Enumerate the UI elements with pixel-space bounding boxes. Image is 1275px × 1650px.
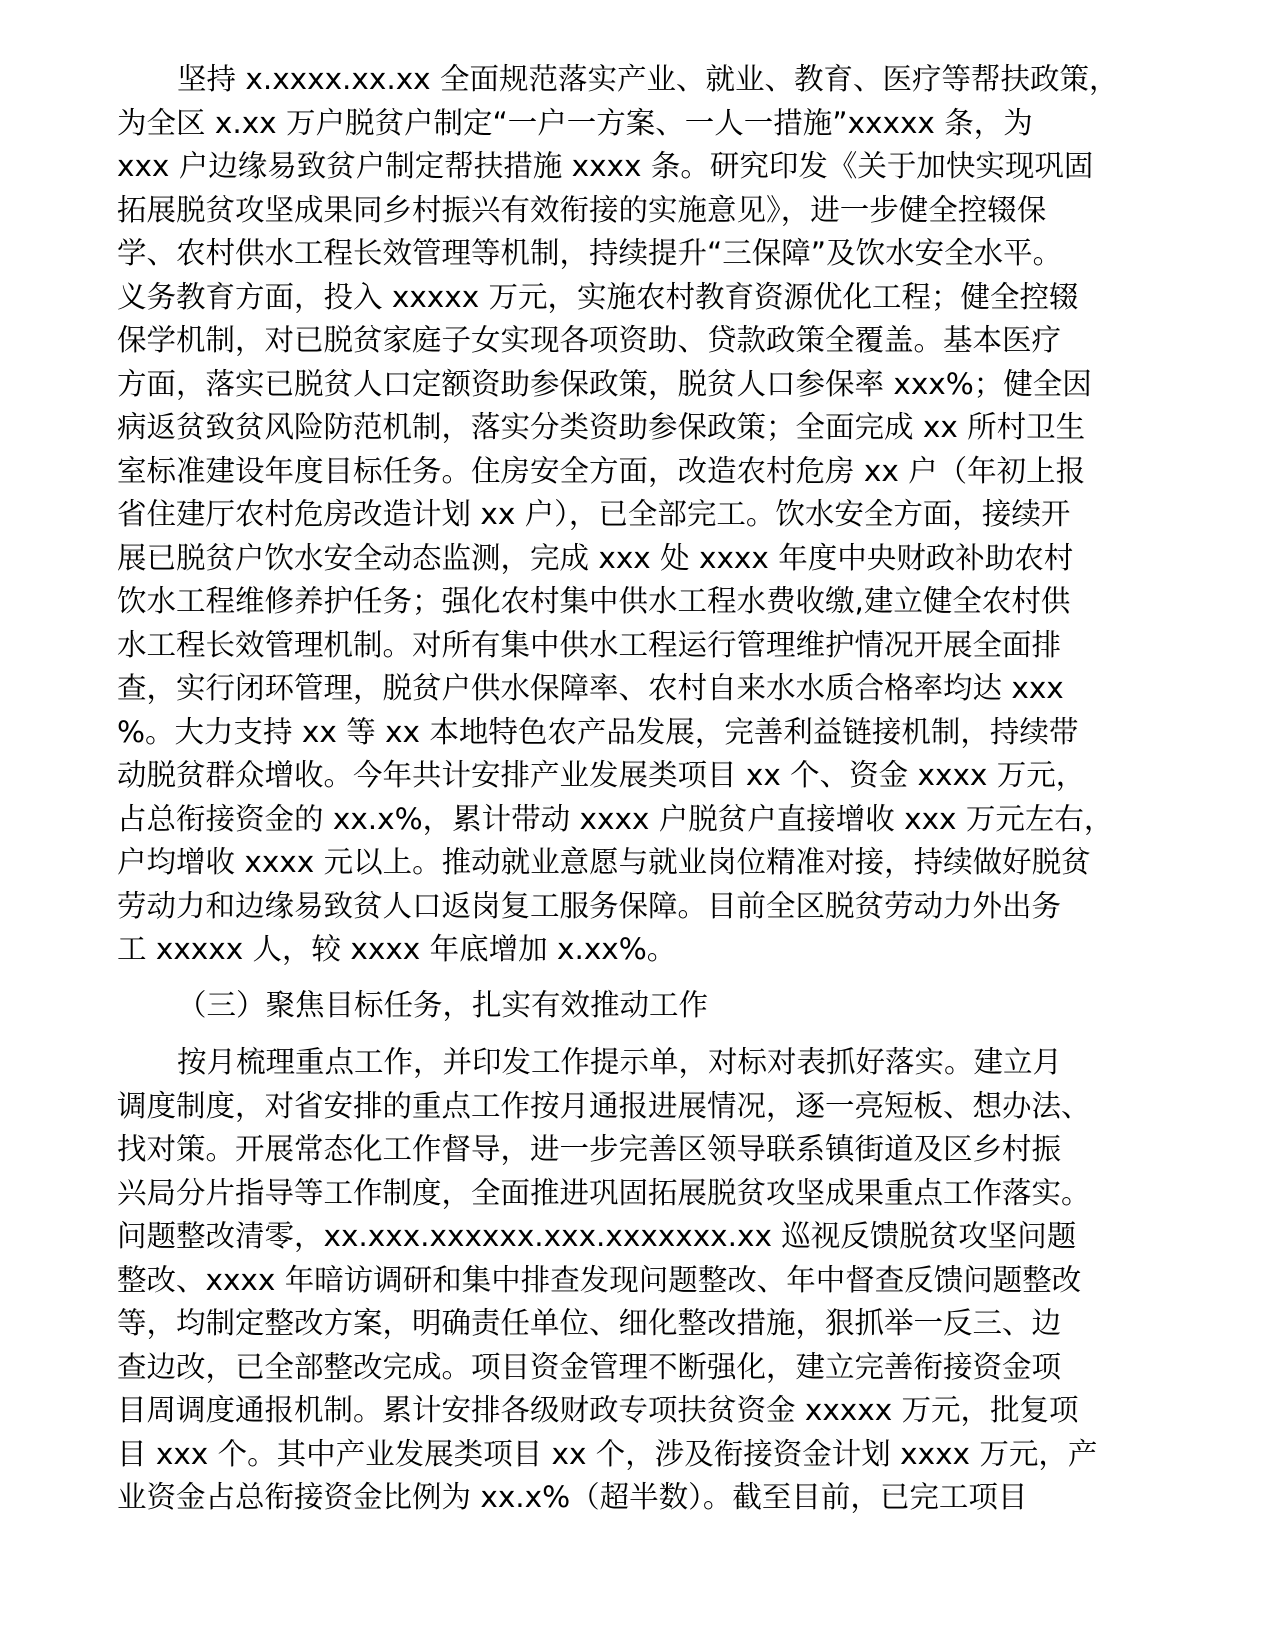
paragraph-line: 业资金占总衔接资金比例为 xx.x%（超半数）。截至目前，已完工项目 <box>117 1480 1028 1514</box>
paragraph-line: 学、农村供水工程长效管理等机制，持续提升“三保障”及饮水安全水平。 <box>117 236 1063 270</box>
paragraph-line: 等，均制定整改方案，明确责任单位、细化整改措施，狠抓举一反三、边 <box>117 1306 1062 1340</box>
section-heading <box>117 984 1207 1028</box>
paragraph-line: 室标准建设年度目标任务。住房安全方面，改造农村危房 xx 户（年初上报 <box>117 453 1086 488</box>
paragraph-line: 户均增收 xxxx 元以上。推动就业意愿与就业岗位精准对接，持续做好脱贫 <box>117 845 1091 879</box>
paragraph-line: 查，实行闭环管理，脱贫户供水保障率、农村自来水水质合格率均达 xxx <box>117 671 1064 705</box>
section-heading-text: （三）聚焦目标任务，扎实有效推动工作 <box>177 987 709 1022</box>
paragraph-line: 展已脱贫户饮水安全动态监测，完成 xxx 处 xxxx 年度中央财政补助农村 <box>117 540 1074 575</box>
paragraph-line: 问题整改清零，xx.xxx.xxxxxx.xxx.xxxxxxx.xx 巡视反馈脱贫攻坚问题 <box>117 1219 1077 1253</box>
paragraph-line: xxx 户边缘易致贫户制定帮扶措施 xxxx 条。研究印发《关于加快实现巩固 <box>117 149 1094 183</box>
paragraph-line: 调度制度，对省安排的重点工作按月通报进展情况，逐一亮短板、想办法、 <box>117 1088 1091 1123</box>
paragraph-line: 义务教育方面，投入 xxxxx 万元，实施农村教育资源优化工程；健全控辍 <box>117 279 1079 314</box>
paragraph-line: 按月梳理重点工作，并印发工作提示单，对标对表抓好落实。建立月 <box>177 1045 1063 1079</box>
document-page <box>117 58 1207 1520</box>
paragraph-1 <box>117 58 1207 972</box>
paragraph-line: 劳动力和边缘易致贫人口返岗复工服务保障。目前全区脱贫劳动力外出务 <box>117 888 1062 923</box>
paragraph-line: 占总衔接资金的 xx.x%，累计带动 xxxx 户脱贫户直接增收 xxx 万元左右， <box>117 801 1114 836</box>
paragraph-line: 查边改，已全部整改完成。项目资金管理不断强化，建立完善衔接资金项 <box>117 1349 1062 1384</box>
paragraph-2 <box>117 1041 1207 1520</box>
paragraph-line: %。大力支持 xx 等 xx 本地特色农产品发展，完善利益链接机制，持续带 <box>117 714 1079 749</box>
paragraph-line: 动脱贫群众增收。今年共计安排产业发展类项目 xx 个、资金 xxxx 万元， <box>117 758 1086 792</box>
paragraph-line: 方面，落实已脱贫人口定额资助参保政策，脱贫人口参保率 xxx%；健全因 <box>117 366 1092 401</box>
paragraph-line: 兴局分片指导等工作制度，全面推进巩固拓展脱贫攻坚成果重点工作落实。 <box>117 1175 1091 1210</box>
paragraph-line: 保学机制，对已脱贫家庭子女实现各项资助、贷款政策全覆盖。基本医疗 <box>117 323 1062 357</box>
paragraph-line: 工 xxxxx 人，较 xxxx 年底增加 x.xx%。 <box>117 932 677 966</box>
paragraph-line: 找对策。开展常态化工作督导，进一步完善区领导联系镇街道及区乡村振 <box>117 1132 1062 1166</box>
paragraph-line: 拓展脱贫攻坚成果同乡村振兴有效衔接的实施意见》，进一步健全控辍保 <box>117 192 1047 227</box>
paragraph-line: 饮水工程维修养护任务；强化农村集中供水工程水费收缴,建立健全农村供 <box>117 584 1071 618</box>
paragraph-line: 目周调度通报机制。累计安排各级财政专项扶贫资金 xxxxx 万元，批复项 <box>117 1393 1079 1427</box>
paragraph-line: 为全区 x.xx 万户脱贫户制定“一户一方案、一人一措施”xxxxx 条，为 <box>117 105 1033 140</box>
paragraph-line: 坚持 x.xxxx.xx.xx 全面规范落实产业、就业、教育、医疗等帮扶政策， <box>177 62 1119 96</box>
paragraph-line: 目 xxx 个。其中产业发展类项目 xx 个，涉及衔接资金计划 xxxx 万元，产 <box>117 1436 1098 1471</box>
paragraph-line: 整改、xxxx 年暗访调研和集中排查发现问题整改、年中督查反馈问题整改 <box>117 1262 1082 1297</box>
paragraph-line: 省住建厅农村危房改造计划 xx 户），已全部完工。饮水安全方面，接续开 <box>117 497 1071 531</box>
paragraph-line: 水工程长效管理机制。对所有集中供水工程运行管理维护情况开展全面排 <box>117 627 1062 662</box>
paragraph-line: 病返贫致贫风险防范机制，落实分类资助参保政策；全面完成 xx 所村卫生 <box>117 410 1086 444</box>
